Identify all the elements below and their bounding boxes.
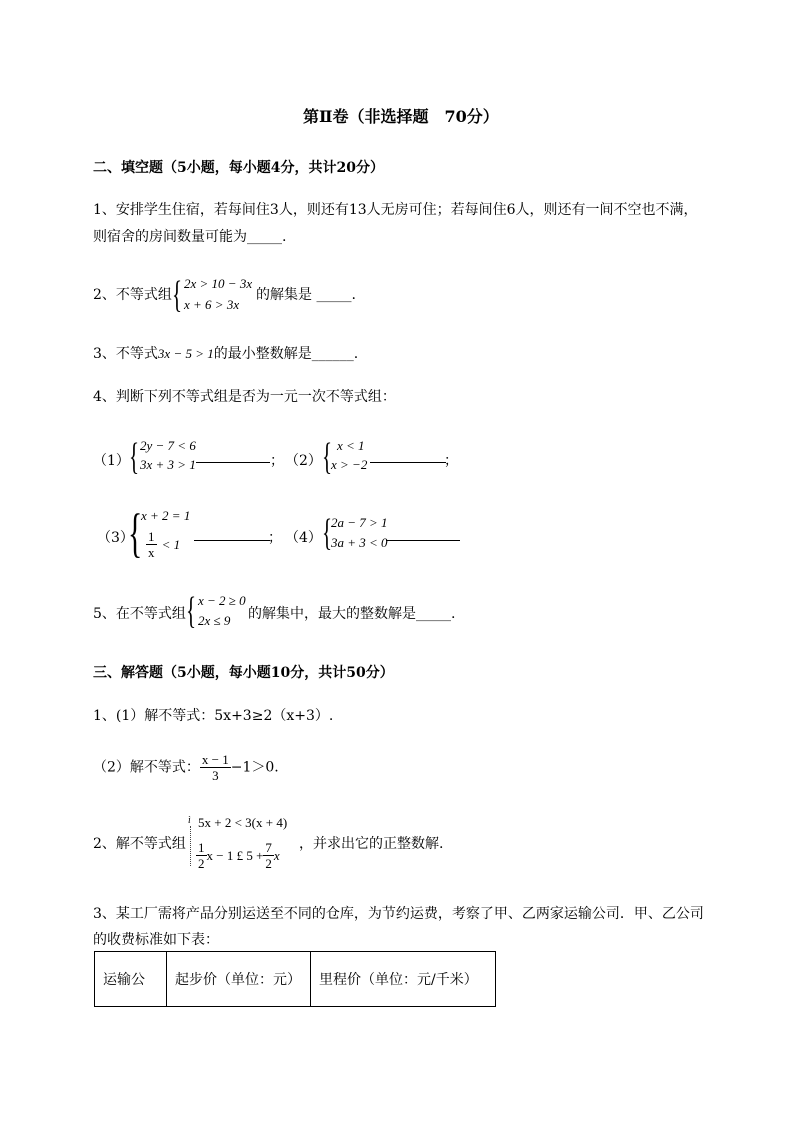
brace-symbol: { — [172, 274, 183, 316]
question-5-prefix: 5、在不等式组 — [93, 606, 186, 622]
question-2-eq2: x + 6 > 3x — [184, 297, 240, 312]
question-5-eq1: x − 2 ≥ 0 — [198, 593, 246, 608]
fraction: $\frac{1}{x}$ — [148, 529, 155, 560]
s3-question-1b: （2）解不等式： $\frac{x - 1}{3}$ −1＞0. — [93, 752, 279, 783]
q4-part3-eq1: x + 2 = 1 — [141, 508, 191, 523]
table-header-cell: 运输公 — [95, 952, 167, 1007]
question-3-prefix: 3、不等式 — [93, 346, 158, 362]
q4-part1-eq1: 2y − 7 < 6 — [140, 438, 196, 453]
question-2-suffix: 的解集是 _____. — [256, 287, 356, 303]
s3-question-2-prefix: 2、解不等式组 — [93, 836, 186, 852]
q4-part3-eq2: $\frac{1}{x}$ < 1 — [148, 529, 181, 560]
q4-part1-label: （1） — [93, 453, 130, 469]
q4-part3-label: （3） — [97, 530, 134, 546]
fraction: $\frac{x - 1}{3}$ — [201, 752, 229, 783]
q4-part2-eq2: x > −2 — [331, 457, 368, 472]
q4-part1-eq2: 3x + 3 > 1 — [140, 457, 196, 472]
s3-question-3-line2: 的收费标准如下表： — [93, 932, 219, 948]
answer-blank[interactable] — [370, 462, 446, 463]
question-3-expr: 3x − 5 > 1 — [157, 346, 214, 361]
brace-symbol: { — [128, 503, 143, 563]
question-1-line1: 1、安排学生住宿，若每间住3人，则还有13人无房可住；若每间住6人，则还有一间不空也不满， — [93, 202, 698, 218]
q4-separator: ； — [268, 530, 282, 546]
table-header-cell: 里程价（单位：元/千米） — [311, 952, 496, 1007]
s3-question-1a: 1、(1）解不等式：5x+3≥2（x+3）. — [93, 708, 334, 724]
page-title: 第Ⅱ卷（非选择题 70分） — [303, 107, 499, 126]
answer-blank[interactable] — [194, 540, 270, 541]
q4-separator: ； — [444, 453, 458, 469]
q4-part4-label: （4） — [285, 530, 322, 546]
s3-question-2-eq2: $\frac{1}{2}$ x − 1 £ 5 + $\frac{7}{2}$ x — [198, 840, 280, 871]
brace-symbol: { — [322, 512, 333, 554]
answer-blank[interactable] — [196, 462, 270, 463]
q4-separator: ； — [270, 453, 284, 469]
q4-part4-eq1: 2a − 7 > 1 — [331, 515, 388, 530]
section-heading-solve: 三、解答题（5小题，每小题10分，共计50分） — [93, 665, 394, 681]
brace-line — [190, 826, 192, 866]
answer-blank[interactable] — [386, 540, 460, 541]
question-5-eq2: 2x ≤ 9 — [198, 613, 231, 628]
table-header-cell: 起步价（单位：元） — [167, 952, 311, 1007]
q4-part2-label: （2） — [285, 453, 322, 469]
s3-question-2-eq1: 5x + 2 < 3(x + 4) — [198, 815, 288, 830]
q4-part2-eq1: x < 1 — [337, 438, 365, 453]
question-1-line2: 则宿舍的房间数量可能为_____. — [93, 229, 287, 245]
fee-table — [94, 951, 496, 1007]
brace-symbol: { — [322, 436, 333, 478]
question-2-prefix: 2、不等式组 — [93, 287, 172, 303]
system-mark: ì — [188, 815, 191, 826]
question-3 — [93, 344, 358, 364]
question-3-suffix: 的最小整数解是______. — [213, 346, 359, 362]
s3-question-2-suffix: ，并求出它的正整数解. — [299, 836, 444, 852]
s3-question-3-line1: 3、某工厂需将产品分别运送至不同的仓库，为节约运费，考察了甲、乙两家运输公司．甲、乙公司 — [93, 906, 704, 922]
section-heading-fill-in: 二、填空题（5小题，每小题4分，共计20分） — [93, 160, 384, 176]
question-2-eq1: 2x > 10 − 3x — [184, 276, 253, 291]
brace-symbol: { — [186, 590, 197, 632]
brace-symbol: { — [129, 436, 140, 478]
table-row — [95, 952, 496, 1007]
question-5-suffix: 的解集中，最大的整数解是_____. — [248, 606, 456, 622]
question-4-text: 4、判断下列不等式组是否为一元一次不等式组： — [93, 389, 396, 405]
q4-part4-eq2: 3a + 3 < 0 — [331, 535, 388, 550]
